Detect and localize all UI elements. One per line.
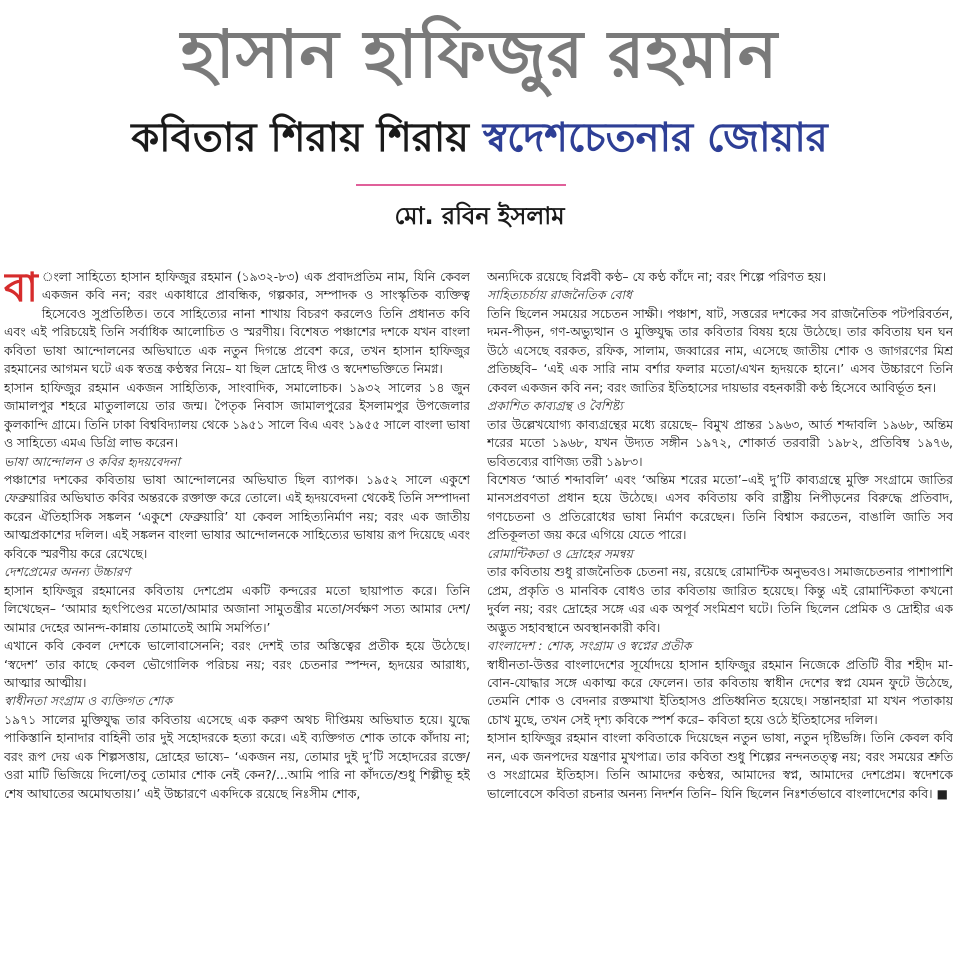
paragraph: তিনি ছিলেন সময়ের সচেতন সাক্ষী। পঞ্চাশ, ষাট, সত্তরের দশকের সব রাজনৈতিক পটপরিবর্তন, দমন-পীড়ন, গণ-অভ্যুত্থান ও মুক্তিযুদ্ধ তার কবিতার বিষয় হয়ে উঠেছে। তার কবিতায় ঘন ঘন উঠে এসেছে বরকত, রফিক, সালাম, জব্বারের নাম, এসেছে জাতীয় শোক ও জাগরণের মিশ্র প্রতিচ্ছবি– ‘এই এক সারি নাম বর্শার ফলার মতো/এখন হৃদয়কে হানে।’ এসব উচ্চারণে তিনি কেবল একজন কবি নন; বরং জাতির ইতিহাসের দায়ভার বহনকারী কণ্ঠ হিসেবে আবির্ভূত হন। xyxy=(487,305,953,395)
section-heading: বাংলাদেশ : শোক, সংগ্রাম ও স্বপ্নের প্রতীক xyxy=(487,638,692,654)
paragraph: বিশেষত ‘আর্ত শব্দাবলি’ এবং ‘অন্তিম শরের মতো’–এই দু’টি কাব্যগ্রন্থে মুক্তি সংগ্রামে জাতির মানসপ্রবণতা প্রধান হয়ে উঠেছে। এসব কবিতায় কবি রাষ্ট্রীয় নিপীড়নের বিরুদ্ধে প্রতিবাদ, গণচেতনা ও প্রতিরোধের ভাষা নির্মাণ করেছেন। তিনি বিশ্বাস করতেন, বাঙালি জাতি সব প্রতিকূলতা জয় করে এগিয়ে যেতে পারে। xyxy=(487,471,953,543)
intro-paragraph xyxy=(4,268,470,379)
section-heading: রোমান্টিকতা ও দ্রোহের সমন্বয় xyxy=(487,545,633,561)
paragraph: এখানে কবি কেবল দেশকে ভালোবাসেননি; বরং দেশই তার অস্তিত্বের প্রতীক হয়ে উঠেছে। ‘স্বদেশ’ তার কাছে কেবল ভৌগোলিক পরিচয় নয়; বরং চেতনার স্পন্দন, হৃদয়ের আরাধ্য, আত্মার আত্মীয়। xyxy=(4,638,470,690)
article-column-left xyxy=(4,268,470,958)
subtitle-part-black: কবিতার শিরায় শিরায় xyxy=(131,115,483,161)
page-title: হাসান হাফিজুর রহমান xyxy=(180,16,779,93)
subtitle xyxy=(0,108,959,168)
paragraph: অন্যদিকে রয়েছে বিপ্লবী কণ্ঠ– যে কণ্ঠ কাঁদে না; বরং শিল্পে পরিণত হয়। xyxy=(487,269,827,284)
closing-text: হাসান হাফিজুর রহমান বাংলা কবিতাকে দিয়েছেন নতুন ভাষা, নতুন দৃষ্টিভঙ্গি। তিনি কেবল কবি নন, এক জনপদের যন্ত্রণার মুখপাত্র। তার কবিতা শুধু শিল্পের নন্দনতত্ত্ব নয়; বরং সময়ের শ্রুতি ও সংগ্রামের ইতিহাস। তিনি আমাদের কণ্ঠস্বর, আমাদের স্বপ্ন, আমাদের দেশপ্রেম। স্বদেশকে ভালোবেসে কবিতা রচনার অনন্য নিদর্শন তিনি– যিনি ছিলেন নিঃশর্তভাবে বাংলাদেশের কবি। xyxy=(487,730,953,801)
closing-paragraph xyxy=(487,729,953,803)
intro-text: ংলা সাহিত্যে হাসান হাফিজুর রহমান (১৯৩২-৮৩) এক প্রবাদপ্রতিম নাম, যিনি কেবল একজন কবি নন; বরং একাধারে প্রাবন্ধিক, গল্পকার, সম্পাদক ও সাংস্কৃতিক ব্যক্তিত্ব হিসেবেও সুপ্রতিষ্ঠিত। তবে সাহিত্যের নানা শাখায় বিচরণ করলেও তিনি প্রধানত কবি এবং এই পরিচয়েই তিনি সর্বাধিক আলোচিত ও স্মরণীয়। বিশেষত পঞ্চাশের দশকে যখন বাংলা কবিতা ভাষা আন্দোলনের অভিঘাতে এক নতুন দিগন্তে প্রবেশ করে, তখন হাসান হাফিজুর রহমানের আগমন ঘটে এক স্বতন্ত্র কণ্ঠস্বর নিয়ে– যা ছিল দ্রোহে দীপ্ত ও স্বদেশভক্তিতে নিমগ্ন। xyxy=(4,269,470,377)
section-heading: সাহিত্যচর্চায় রাজনৈতিক বোধ xyxy=(487,287,632,303)
section-heading: প্রকাশিত কাব্যগ্রন্থ ও বৈশিষ্ট্য xyxy=(487,398,623,414)
paragraph: হাসান হাফিজুর রহমান একজন সাহিত্যিক, সাংবাদিক, সমালোচক। ১৯৩২ সালের ১৪ জুন জামালপুর শহরে মাতুলালয়ে তার জন্ম। পৈতৃক নিবাস জামালপুরের ইসলামপুর উপজেলার কুলকান্দি গ্রামে। তিনি ঢাকা বিশ্ববিদ্যালয় থেকে ১৯৫১ সালে বিএ এবং ১৯৫৫ সালে বাংলা ভাষা ও সাহিত্যে এমএ ডিগ্রি লাভ করেন। xyxy=(4,379,470,451)
article-column-right xyxy=(487,268,953,958)
section-heading: স্বাধীনতা সংগ্রাম ও ব্যক্তিগত শোক xyxy=(4,693,173,709)
end-mark-icon: ■ xyxy=(936,786,948,801)
subtitle-part-blue: স্বদেশচেতনার জোয়ার xyxy=(482,115,828,161)
paragraph: ১৯৭১ সালের মুক্তিযুদ্ধ তার কবিতায় এসেছে এক করুণ অথচ দীপ্তিময় অভিঘাত হয়ে। যুদ্ধে পাকিস্তানি হানাদার বাহিনী তার দুই সহোদরকে হত্যা করে। এই ব্যক্তিগত শোক তাকে কাঁদায় না; বরং রূপ দেয় এক শিল্পসত্তায়, দ্রোহের ভাষ্যে– ‘একজন নয়, তোমার দুই দু’টি সহোদরের রক্তে/ওরা মাটি ভিজিয়ে দিলো/তবু তোমার শোক নেই কেন?/...আমি পারি না কাঁদতে/শুধু শিল্পীভূ হই শেষ আঘাতের অমোঘতায়।’ এই উচ্চারণে একদিকে রয়েছে নিঃসীম শোক, xyxy=(4,711,470,801)
section-heading: দেশপ্রেমের অনন্য উচ্চারণ xyxy=(4,564,131,580)
author-byline: মো. রবিন ইসলাম xyxy=(394,202,565,230)
title-divider xyxy=(356,184,566,186)
paragraph: হাসান হাফিজুর রহমানের কবিতায় দেশপ্রেম একটি কন্দরের মতো ছায়াপাত করে। তিনি লিখেছেন– ‘আমার হৃৎপিণ্ডের মতো/আমার অজানা সামুতন্ত্রীর মতো/সর্বক্ষণ সত্য আমার দেশ/আমার দেহের আনন্দ-কান্নায় তোমাতেই আমি সমর্পিত।’ xyxy=(4,582,470,635)
section-heading: ভাষা আন্দোলন ও কবির হৃদয়বেদনা xyxy=(4,453,181,469)
paragraph: তার কবিতায় শুধু রাজনৈতিক চেতনা নয়, রয়েছে রোমান্টিক অনুভবও। সমাজচেতনার পাশাপাশি প্রেম, প্রকৃতি ও মানবিক বোধও তার কবিতায় জারিত হয়েছে। কিন্তু এই রোমান্টিকতা কখনো দুর্বল নয়; বরং দ্রোহের সঙ্গে এর এক অপূর্ব সংমিশ্রণ ঘটে। তিনি ছিলেন প্রেমিক ও দ্রোহীর এক অদ্ভুত সহাবস্থানে অবস্থানকারী কবি। xyxy=(487,564,953,635)
drop-cap: বা xyxy=(4,268,38,311)
paragraph: পঞ্চাশের দশকের কবিতায় ভাষা আন্দোলনের অভিঘাত ছিল ব্যাপক। ১৯৫২ সালে একুশে ফেব্রুয়ারির অভিঘাত কবির অন্তরকে রক্তাক্ত করে তোলে। এই হৃদয়বেদনা থেকেই তিনি সম্পাদনা করেন ঐতিহাসিক সঙ্কলন ‘একুশে ফেব্রুয়ারি’ যা কেবল সাহিত্যনির্মাণ নয়; বরং এক জাতীয় আত্মপ্রকাশের দলিল। এই সঙ্কলন বাংলা ভাষার আন্দোলনকে সাহিত্যের ভাষায় রূপ দিয়েছে এবং কবিকে স্মরণীয় করে রেখেছে। xyxy=(4,471,470,561)
paragraph: তার উল্লেখযোগ্য কাব্যগ্রন্থের মধ্যে রয়েছে– বিমুখ প্রান্তর ১৯৬৩, আর্ত শব্দাবলি ১৯৬৮, অন্তিম শরের মতো ১৯৬৮, যখন উদ্যত সঙ্গীন ১৯৭২, শোকার্ত তরবারী ১৯৮২, প্রতিবিম্ব ১৯৭৬, ভবিতব্যের বাণিজ্য তরী ১৯৮৩। xyxy=(487,416,953,469)
paragraph: স্বাধীনতা-উত্তর বাংলাদেশের সূর্যোদয়ে হাসান হাফিজুর রহমান নিজেকে প্রতিটি বীর শহীদ মা-বোন-যোদ্ধার সঙ্গে একাত্ম করে ফেলেন। তার কবিতায় স্বাধীন দেশের স্বপ্ন যেমন ফুটে উঠেছে, তেমনি শোক ও বেদনার রক্তমাখা ইতিহাসও প্রতিধ্বনিত হয়েছে। সন্তানহারা মা যখন পতাকায় চোখ মুছে, তখন সেই দৃশ্য কবিকে স্পর্শ করে– কবিতা হয়ে ওঠে ইতিহাসের দলিল। xyxy=(487,656,953,727)
